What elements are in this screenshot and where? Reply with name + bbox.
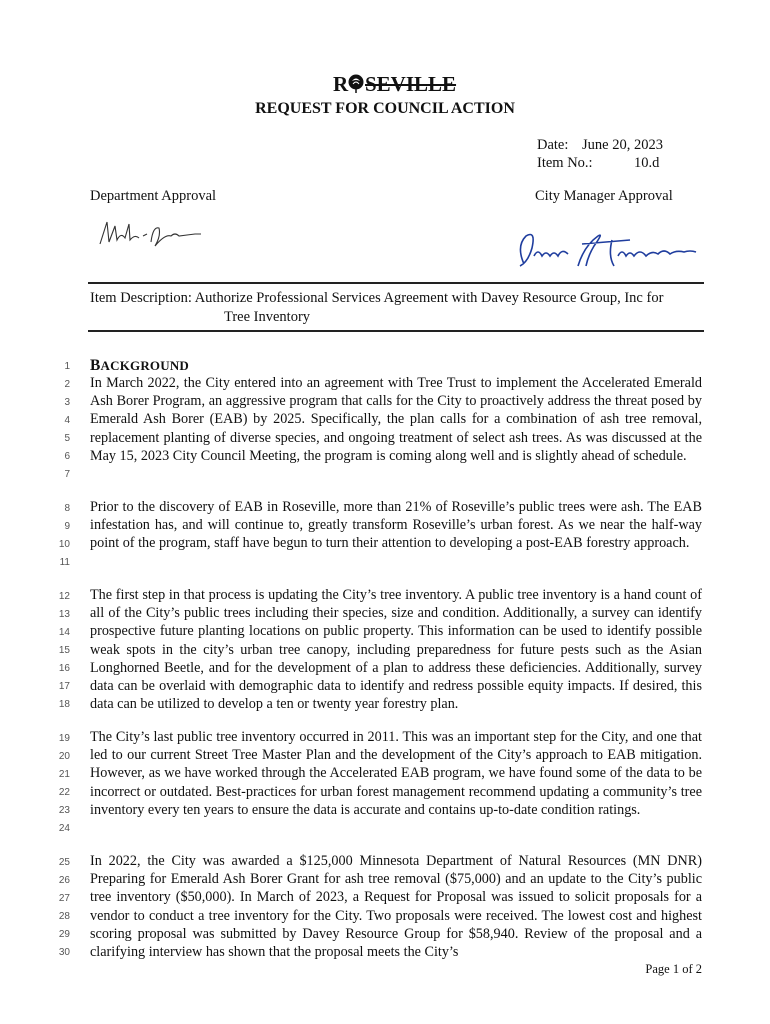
date-label: Date: (537, 137, 569, 153)
paragraph-5: In 2022, the City was awarded a $125,000 Minnesota Department of Natural Resources (MN DNR) Preparing for Emerald Ash Borer Grant for ash tree removal ($75,000) and an update to the City’s public tree inventory ($50,000). In March of 2023, a Request for Proposal was issued to solicit proposals for a vendor to conduct a tree inventory for the City. Two proposals were received. The lowest cost and highest scoring proposal was submitted by Davey Resource Group for $58,940. Review of the proposal and a clarifying interview has shown that the proposal meets the City’s (90, 853, 702, 961)
line-number: 22 (58, 787, 70, 798)
line-number: 29 (58, 929, 70, 940)
line-number: 15 (58, 645, 70, 656)
line-number: 18 (58, 699, 70, 710)
line-number: 30 (58, 947, 70, 958)
page-number: Page 1 of 2 (645, 962, 702, 976)
item-description (90, 289, 663, 327)
line-number: 13 (58, 609, 70, 620)
city-manager-signature (512, 226, 702, 276)
line-number: 6 (64, 451, 70, 462)
page-title: REQUEST FOR COUNCIL ACTION (255, 100, 515, 117)
line-number: 16 (58, 663, 70, 674)
line-number: 7 (64, 469, 70, 480)
city-manager-approval-label: City Manager Approval (535, 188, 673, 204)
logo-letter-r: R (333, 72, 349, 96)
header-divider-bottom (88, 330, 704, 332)
date-row (537, 137, 663, 154)
line-number: 21 (58, 769, 70, 780)
paragraph-4: The City’s last public tree inventory occurred in 2011. This was an important step for the City, and one that led to our current Street Tree Master Plan and the development of the City’s approach to EAB mitigation. However, as we have worked through the Accelerated EAB program, we have found some of the data to be incorrect or outdated. Best-practices for urban forest management recommend updating a community’s tree inventory every ten years to ensure the data is accurate and contains up-to-date condition ratings. (90, 729, 702, 818)
line-number: 20 (58, 751, 70, 762)
department-signature (95, 212, 205, 252)
line-number: 9 (64, 521, 70, 532)
item-description-line-2: Tree Inventory (224, 309, 311, 325)
line-number: 3 (64, 397, 70, 408)
heading-initial: B (90, 357, 101, 374)
header-divider-top (88, 282, 704, 284)
line-number: 8 (64, 503, 70, 514)
heading-rest: ACKGROUND (100, 358, 190, 373)
paragraph-3: The first step in that process is updating the City’s tree inventory. A public tree inventory is a hand count of all of the City’s public trees including their species, size and condition. Additionally, a survey can identify prospective future planting locations on public property. This information can be used to identify possible weak spots in the city’s urban tree canopy, including preparedness for future pests such as the Asian Longhorned Beetle, and for the development of a plan to address these deficiencies. Additionally, survey data can be overlaid with demographic data to identify and redress possible equity impacts. If desired, this data can be utilized to develop a ten or twenty year forestry plan. (90, 587, 702, 713)
department-approval-label: Department Approval (90, 188, 217, 204)
line-number: 1 (64, 361, 70, 372)
line-number: 5 (64, 433, 70, 444)
line-number: 17 (58, 681, 70, 692)
paragraph-1: In March 2022, the City entered into an agreement with Tree Trust to implement the Accelerated Emerald Ash Borer Program, an aggressive program that calls for the City to proactively address the threat posed by Emerald Ash Borer (EAB) by 2025. Specifically, the plan calls for a combination of ash tree removal, replacement planting of diverse species, and ongoing treatment of select ash trees. As was discussed at the May 15, 2023 City Council Meeting, the program is coming along well and is slightly ahead of schedule. (90, 375, 702, 464)
roseville-logo (333, 72, 463, 96)
line-number: 23 (58, 805, 70, 816)
line-number: 24 (58, 823, 70, 834)
item-row (537, 155, 660, 172)
paragraph-2: Prior to the discovery of EAB in Roseville, more than 21% of Roseville’s public trees were ash. The EAB infestation has, and will continue to, greatly transform Roseville’s urban forest. As we near the half-way point of the program, staff have begun to turn their attention to developing a post-EAB forestry approach. (90, 499, 702, 552)
line-number: 28 (58, 911, 70, 922)
logo-wordmark: SEVILLE (365, 72, 457, 96)
line-number: 11 (59, 557, 70, 568)
section-heading-background (90, 357, 189, 375)
item-label: Item No.: (537, 155, 593, 171)
line-number: 12 (58, 591, 70, 602)
line-number: 26 (58, 875, 70, 886)
line-number: 19 (58, 733, 70, 744)
item-value: 10.d (634, 155, 660, 171)
rose-icon (347, 73, 365, 93)
item-description-line-1: Item Description: Authorize Professional Services Agreement with Davey Resource Group, Inc for (90, 290, 664, 306)
line-number: 27 (58, 893, 70, 904)
line-number: 10 (58, 539, 70, 550)
line-number: 2 (64, 379, 70, 390)
line-number: 25 (58, 857, 70, 868)
line-number: 4 (64, 415, 70, 426)
date-value: June 20, 2023 (582, 137, 663, 153)
line-number: 14 (58, 627, 70, 638)
